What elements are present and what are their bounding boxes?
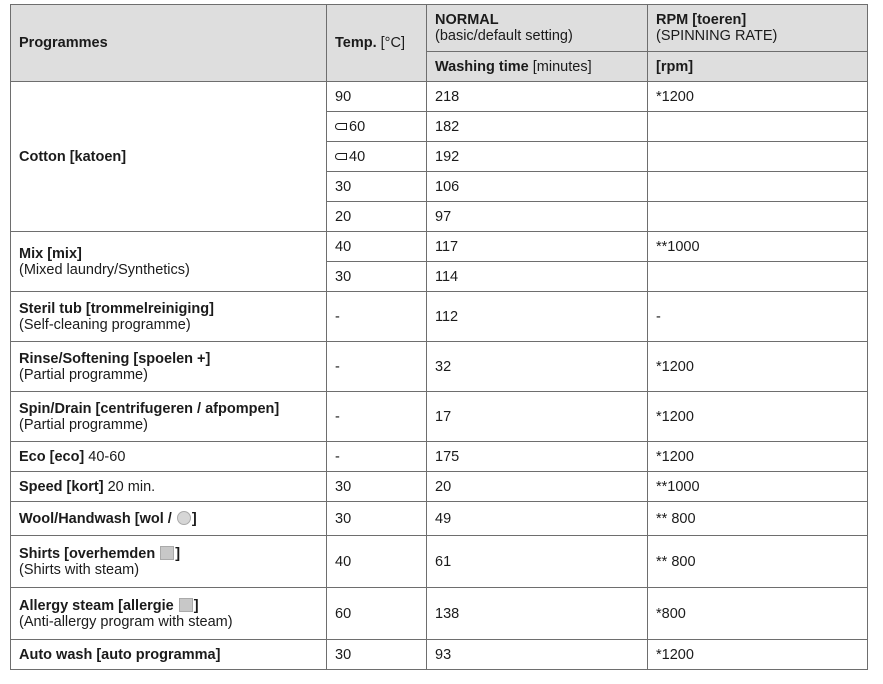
programme-speed [11, 472, 327, 502]
header-rpm-title: RPM [toeren] [656, 12, 747, 28]
programme-allergy [11, 588, 327, 640]
rpm-cell [648, 112, 868, 142]
header-normal-title: NORMAL [435, 12, 499, 28]
time-cell: 218 [427, 82, 648, 112]
temp-value: 60 [349, 118, 366, 135]
table-row [11, 292, 868, 342]
time-cell: 182 [427, 112, 648, 142]
temp-cell: 90 [327, 82, 427, 112]
steam-icon [160, 546, 174, 560]
programme-name-end: ] [191, 510, 197, 527]
table-row [11, 536, 868, 588]
programme-name-line [19, 546, 318, 562]
programme-name: Mix [mix] [19, 245, 82, 262]
programme-shirts [11, 536, 327, 588]
rpm-cell [648, 202, 868, 232]
programme-table-wrapper [10, 4, 868, 670]
programme-name: Shirts [overhemden [19, 545, 160, 562]
rpm-cell: *1200 [648, 342, 868, 392]
programme-rinse [11, 342, 327, 392]
programme-spin [11, 392, 327, 442]
programme-name-end: ] [193, 597, 199, 614]
table-row [11, 232, 868, 262]
table-row [11, 472, 868, 502]
time-cell: 32 [427, 342, 648, 392]
rpm-cell [648, 262, 868, 292]
header-temp [327, 5, 427, 82]
programme-name: Spin/Drain [centrifugeren / afpompen] [19, 400, 280, 417]
programme-name: Allergy steam [allergie [19, 597, 178, 614]
time-cell: 93 [427, 640, 648, 670]
header-normal [427, 5, 648, 52]
time-cell: 175 [427, 442, 648, 472]
time-cell: 49 [427, 502, 648, 536]
temp-cell: 30 [327, 640, 427, 670]
rpm-cell [648, 142, 868, 172]
temp-cell: 40 [327, 232, 427, 262]
rpm-cell: *1200 [648, 392, 868, 442]
steam-icon [179, 598, 193, 612]
table-row [11, 392, 868, 442]
programme-extra: 40-60 [84, 448, 126, 465]
header-washing-time-label: Washing time [435, 58, 529, 75]
programme-steril [11, 292, 327, 342]
temp-cell: 60 [327, 588, 427, 640]
table-row [11, 588, 868, 640]
temp-value: 40 [349, 148, 366, 165]
programme-sub: (Anti-allergy program with steam) [19, 613, 233, 630]
header-programmes: Programmes [11, 5, 327, 82]
time-cell: 106 [427, 172, 648, 202]
header-washing-time-unit: [minutes] [532, 58, 592, 75]
temp-cell: 30 [327, 472, 427, 502]
programme-sub: (Self-cleaning programme) [19, 316, 191, 333]
wool-icon [177, 511, 191, 525]
table-row [11, 502, 868, 536]
time-cell: 97 [427, 202, 648, 232]
programme-sub: (Mixed laundry/Synthetics) [19, 261, 190, 278]
time-cell: 20 [427, 472, 648, 502]
header-temp-label: Temp. [335, 35, 377, 51]
temp-cell: 30 [327, 172, 427, 202]
programme-sub: (Shirts with steam) [19, 561, 140, 578]
tub-icon [335, 123, 347, 130]
table-row [11, 442, 868, 472]
programme-table [10, 4, 868, 670]
header-rpm-sub: (SPINNING RATE) [656, 28, 778, 44]
programme-auto: Auto wash [auto programma] [11, 640, 327, 670]
temp-cell [327, 142, 427, 172]
table-row [11, 342, 868, 392]
programme-name: Speed [kort] [19, 478, 104, 495]
tub-icon [335, 153, 347, 160]
time-cell: 112 [427, 292, 648, 342]
programme-name-end: ] [175, 545, 181, 562]
programme-name: Eco [eco] [19, 448, 85, 465]
rpm-cell: **1000 [648, 472, 868, 502]
programme-name: Steril tub [trommelreiniging] [19, 300, 214, 317]
rpm-cell: - [648, 292, 868, 342]
temp-cell: - [327, 442, 427, 472]
programme-sub: (Partial programme) [19, 416, 148, 433]
programme-name: Rinse/Softening [spoelen +] [19, 350, 211, 367]
programme-name: Wool/Handwash [wol / [19, 510, 176, 527]
programme-sub: (Partial programme) [19, 366, 148, 383]
header-rpm [648, 5, 868, 52]
header-temp-unit: [°C] [380, 35, 405, 51]
temp-cell [327, 112, 427, 142]
header-rpm-unit: [rpm] [648, 52, 868, 82]
programme-mix [11, 232, 327, 292]
time-cell: 114 [427, 262, 648, 292]
time-cell: 192 [427, 142, 648, 172]
time-cell: 17 [427, 392, 648, 442]
rpm-cell: *800 [648, 588, 868, 640]
rpm-cell: ** 800 [648, 536, 868, 588]
temp-cell: 30 [327, 262, 427, 292]
rpm-cell [648, 172, 868, 202]
rpm-cell: *1200 [648, 82, 868, 112]
header-normal-sub: (basic/default setting) [435, 28, 573, 44]
time-cell: 138 [427, 588, 648, 640]
rpm-cell: *1200 [648, 640, 868, 670]
rpm-cell: **1000 [648, 232, 868, 262]
table-row [11, 640, 868, 670]
programme-name-line [19, 598, 318, 614]
temp-cell: 20 [327, 202, 427, 232]
temp-cell: - [327, 292, 427, 342]
time-cell: 61 [427, 536, 648, 588]
table-row [11, 82, 868, 112]
temp-cell: 30 [327, 502, 427, 536]
temp-cell: - [327, 342, 427, 392]
header-washing-time [427, 52, 648, 82]
rpm-cell: *1200 [648, 442, 868, 472]
temp-cell: 40 [327, 536, 427, 588]
programme-wool [11, 502, 327, 536]
time-cell: 117 [427, 232, 648, 262]
programme-extra: 20 min. [103, 478, 156, 495]
programme-eco [11, 442, 327, 472]
temp-cell: - [327, 392, 427, 442]
programme-cotton: Cotton [katoen] [11, 82, 327, 232]
rpm-cell: ** 800 [648, 502, 868, 536]
